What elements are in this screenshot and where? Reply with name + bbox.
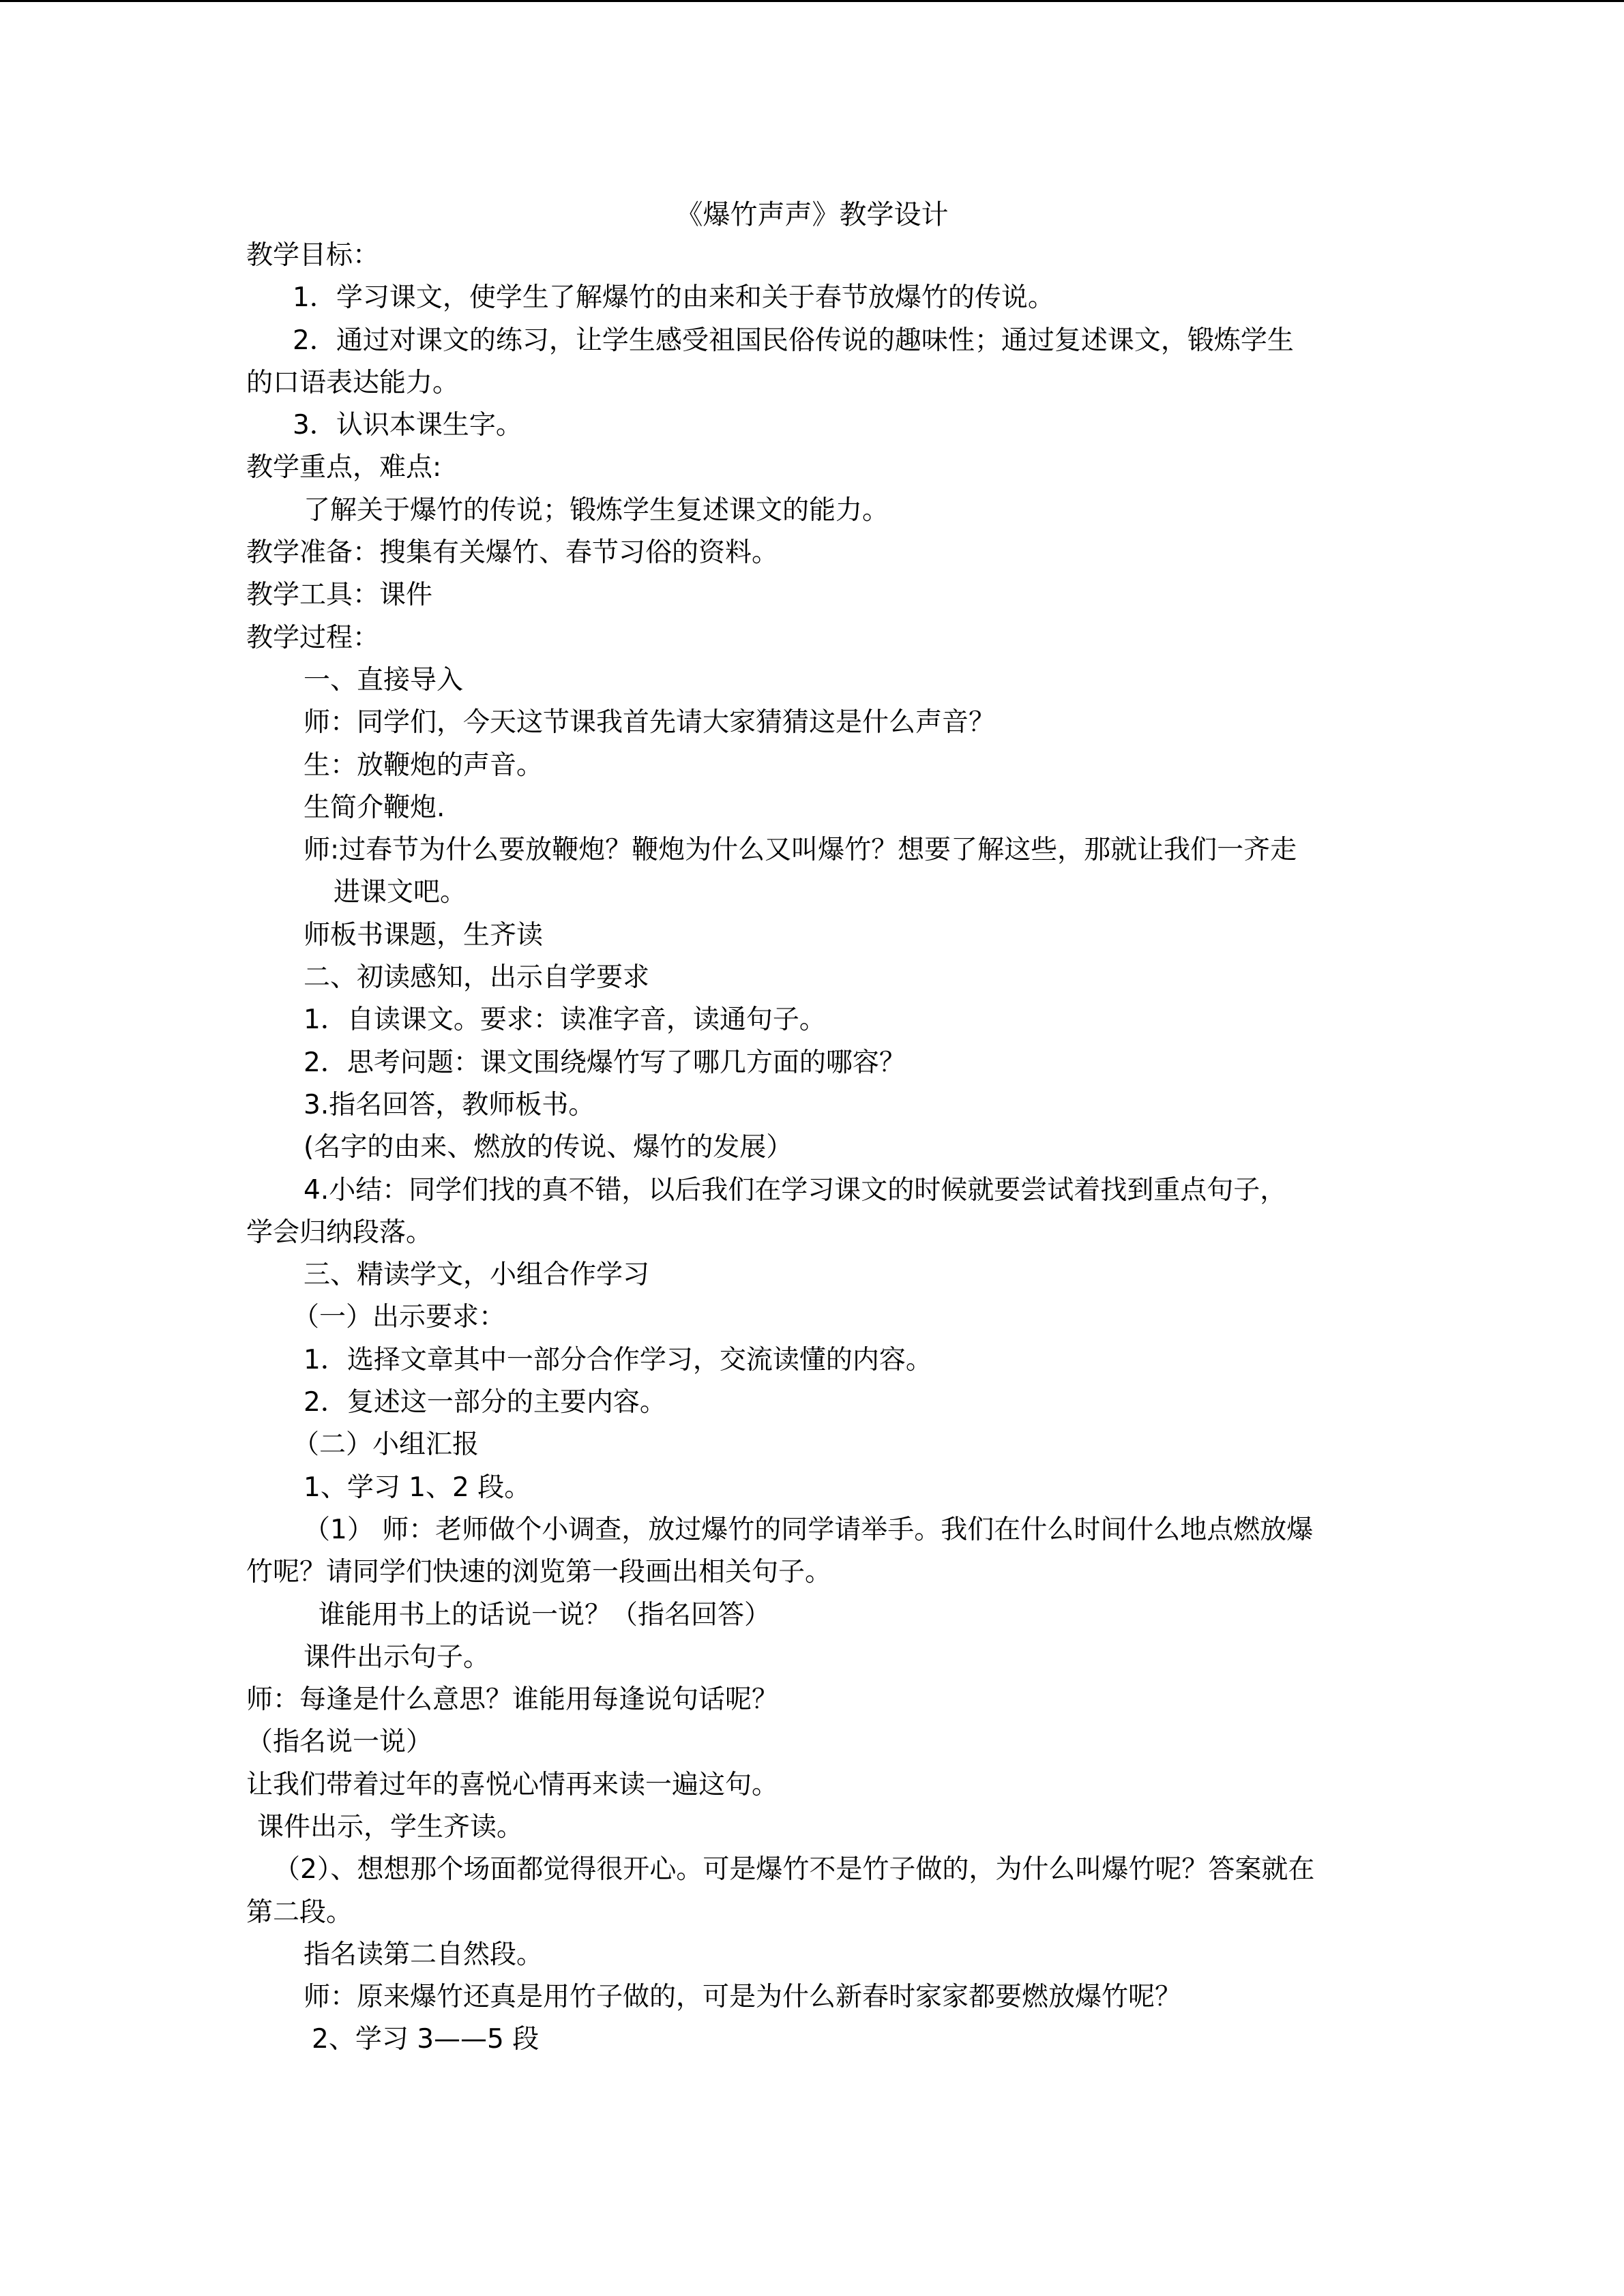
- process-line: 4.小结：同学们找的真不错，以后我们在学习课文的时候就要尝试着找到重点句子，: [304, 1174, 1287, 1206]
- objective-item-1: 1．学习课文，使学生了解爆竹的由来和关于春节放爆竹的传说。: [293, 282, 1054, 314]
- process-line: 谁能用书上的话说一说？（指名回答）: [319, 1599, 771, 1630]
- process-line: 让我们带着过年的喜悦心情再来读一遍这句。: [246, 1769, 779, 1800]
- process-line: 师板书课题，生齐读: [304, 919, 544, 951]
- key-points-text: 了解关于爆竹的传说；锻炼学生复述课文的能力。: [304, 494, 889, 526]
- objective-item-2-continued: 的口语表达能力。: [246, 367, 460, 398]
- process-line: （指名说一说）: [246, 1727, 433, 1758]
- process-line: （1） 师：老师做个小调查，放过爆竹的同学请举手。我们在什么时间什么地点燃放爆: [304, 1514, 1314, 1545]
- process-subheading: （一）出示要求：: [293, 1302, 506, 1333]
- process-line: 课件出示，学生齐读。: [257, 1811, 524, 1843]
- process-line-continued: 竹呢？请同学们快速的浏览第一段画出相关句子。: [246, 1557, 832, 1588]
- process-line: 1、学习 1、2 段。: [304, 1472, 531, 1503]
- process-line: 师：同学们，今天这节课我首先请大家猜猜这是什么声音？: [304, 707, 996, 739]
- process-step-2-heading: 二、初读感知，出示自学要求: [304, 962, 650, 994]
- process-subheading: （二）小组汇报: [293, 1429, 479, 1461]
- process-step-1-heading: 一、直接导入: [304, 664, 464, 696]
- section-heading-key-points: 教学重点，难点:: [246, 452, 442, 483]
- process-line: 1．选择文章其中一部分合作学习，交流读懂的内容。: [304, 1344, 932, 1375]
- process-line-continued: 第二段。: [246, 1896, 353, 1928]
- process-line-continued: 学会归纳段落。: [246, 1217, 433, 1248]
- process-line: (名字的由来、燃放的传说、爆竹的发展）: [304, 1132, 793, 1163]
- section-tools: 教学工具：课件: [246, 580, 433, 611]
- objective-item-3: 3．认识本课生字。: [293, 410, 522, 441]
- process-line: 1．自读课文。要求：读准字音，读通句子。: [304, 1004, 826, 1036]
- section-preparation: 教学准备：搜集有关爆竹、春节习俗的资料。: [246, 537, 779, 569]
- process-line: 2．思考问题：课文围绕爆竹写了哪几方面的哪容？: [304, 1047, 906, 1078]
- process-line-continued: 进课文吧。: [334, 877, 467, 908]
- section-heading-objectives: 教学目标：: [246, 240, 380, 271]
- section-heading-process: 教学过程：: [246, 622, 380, 653]
- process-step-3-heading: 三、精读学文，小组合作学习: [304, 1259, 650, 1291]
- process-line: 生简介鞭炮.: [304, 792, 445, 823]
- process-line: 师:过春节为什么要放鞭炮？鞭炮为什么又叫爆竹？想要了解这些，那就让我们一齐走: [304, 835, 1297, 866]
- process-line: 3.指名回答，教师板书。: [304, 1089, 595, 1120]
- process-line: 课件出示句子。: [304, 1641, 490, 1673]
- process-line: 师：原来爆竹还真是用竹子做的，可是为什么新春时家家都要燃放爆竹呢？: [304, 1982, 1182, 2013]
- objective-item-2: 2．通过对课文的练习，让学生感受祖国民俗传说的趣味性；通过复述课文，锻炼学生: [293, 325, 1294, 356]
- process-line: 指名读第二自然段。: [304, 1939, 544, 1970]
- process-line: 师：每逢是什么意思？谁能用每逢说句话呢？: [246, 1684, 779, 1716]
- document-title: 《爆竹声声》教学设计: [675, 199, 949, 230]
- process-line: 生：放鞭炮的声音。: [304, 749, 544, 781]
- process-line: （2）、想想那个场面都觉得很开心。可是爆竹不是竹子做的，为什么叫爆竹呢？答案就在: [274, 1854, 1315, 1885]
- process-line: 2、学习 3——5 段: [312, 2024, 540, 2055]
- document-body: [246, 235, 1378, 2061]
- process-line: 2．复述这一部分的主要内容。: [304, 1387, 666, 1418]
